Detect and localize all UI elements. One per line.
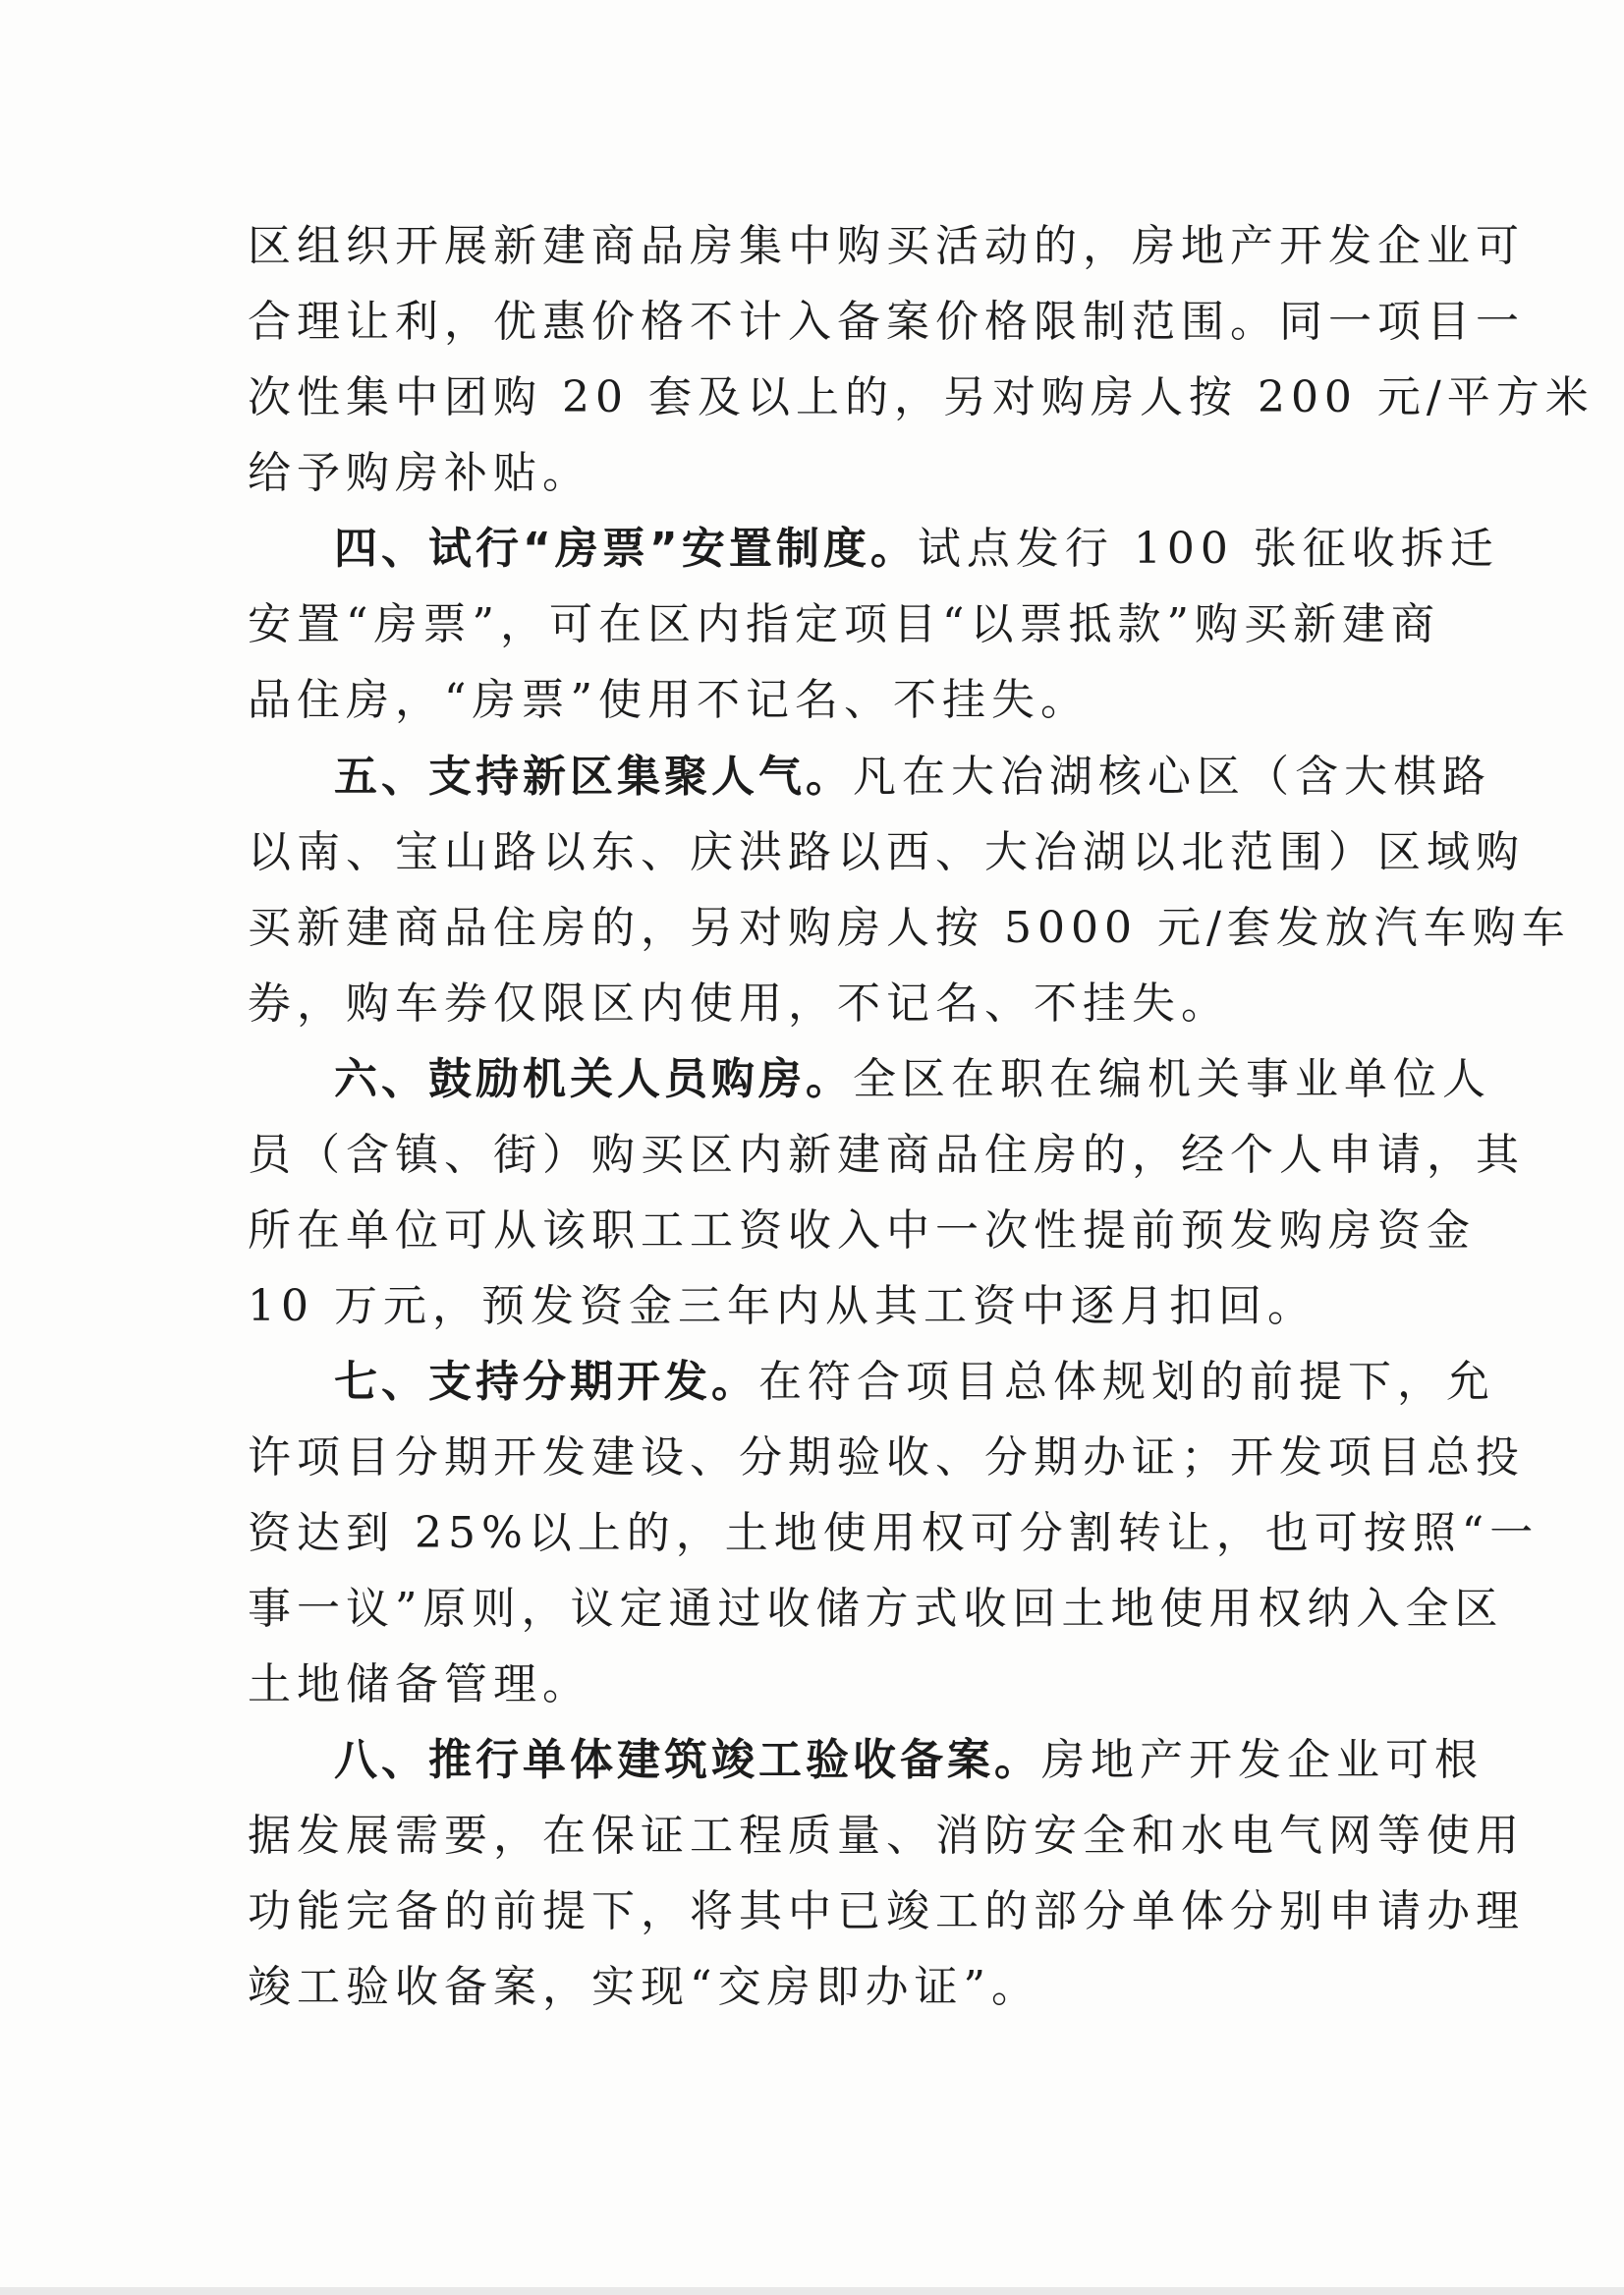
paragraph-line: 10 万元，预发资金三年内从其工资中逐月扣回。 xyxy=(248,1281,1316,1331)
paragraph-first-line xyxy=(248,511,1499,587)
paragraph-line: 土地储备管理。 xyxy=(248,1659,591,1709)
paragraph-line: 品住房，“房票”使用不记名、不挂失。 xyxy=(248,675,1090,725)
paragraph-line: 以南、宝山路以东、庆洪路以西、大冶湖以北范围）区域购 xyxy=(248,827,1525,877)
paragraph-line-text: 凡在大冶湖核心区（含大棋路 xyxy=(853,752,1491,802)
scan-bottom-edge xyxy=(0,2287,1624,2295)
paragraph-line: 买新建商品住房的，另对购房人按 5000 元/套发放汽车购车 xyxy=(248,903,1571,953)
section-heading: 八、推行单体建筑竣工验收备案。 xyxy=(334,1735,1041,1785)
paragraph-item-5 xyxy=(248,739,1571,1041)
paragraph-line: 许项目分期开发建设、分期验收、分期办证；开发项目总投 xyxy=(248,1432,1525,1483)
section-heading: 六、鼓励机关人员购房。 xyxy=(334,1054,853,1104)
section-heading: 七、支持分期开发。 xyxy=(334,1357,758,1407)
paragraph-line: 资达到 25%以上的，土地使用权可分割转让，也可按照“一 xyxy=(248,1508,1540,1558)
paragraph-line: 给予购房补贴。 xyxy=(248,448,591,498)
paragraph-line-text: 试点发行 100 张征收拆迁 xyxy=(917,524,1499,574)
section-heading: 四、试行“房票”安置制度。 xyxy=(334,524,918,574)
paragraph-line: 合理让利，优惠价格不计入备案价格限制范围。同一项目一 xyxy=(248,297,1525,347)
paragraph-line-text: 全区在职在编机关事业单位人 xyxy=(853,1054,1491,1104)
paragraph-item-8 xyxy=(248,1722,1525,2025)
paragraph-line: 员（含镇、街）购买区内新建商品住房的，经个人申请，其 xyxy=(248,1130,1525,1180)
paragraph-line: 所在单位可从该职工工资收入中一次性提前预发购房资金 xyxy=(248,1205,1476,1256)
paragraph-line: 次性集中团购 20 套及以上的，另对购房人按 200 元/平方米 xyxy=(248,372,1595,422)
paragraph-line: 据发展需要，在保证工程质量、消防安全和水电气网等使用 xyxy=(248,1811,1525,1861)
paragraph-line: 安置“房票”，可在区内指定项目“以票抵款”购买新建商 xyxy=(248,599,1440,649)
paragraph-line: 功能完备的前提下，将其中已竣工的部分单体分别申请办理 xyxy=(248,1886,1525,1936)
paragraph-first-line xyxy=(248,739,1491,814)
paragraph-item-6 xyxy=(248,1041,1525,1344)
section-heading: 五、支持新区集聚人气。 xyxy=(334,752,853,802)
paragraph-line: 区组织开展新建商品房集中购买活动的，房地产开发企业可 xyxy=(248,221,1525,271)
paragraph-line-text: 房地产开发企业可根 xyxy=(1041,1735,1484,1785)
paragraph-first-line xyxy=(248,1722,1484,1798)
paragraph-item-4 xyxy=(248,511,1499,738)
paragraph-first-line xyxy=(248,1344,1495,1420)
paragraph-continuation xyxy=(248,208,1595,511)
paragraph-line-text: 在符合项目总体规划的前提下，允 xyxy=(758,1357,1495,1407)
paragraph-line: 券，购车券仅限区内使用，不记名、不挂失。 xyxy=(248,979,1230,1029)
paragraph-line: 竣工验收备案，实现“交房即办证”。 xyxy=(248,1962,1040,2012)
paragraph-item-7 xyxy=(248,1344,1540,1722)
paragraph-first-line xyxy=(248,1041,1491,1117)
paragraph-line: 事一议”原则，议定通过收储方式收回土地使用权纳入全区 xyxy=(248,1584,1504,1634)
